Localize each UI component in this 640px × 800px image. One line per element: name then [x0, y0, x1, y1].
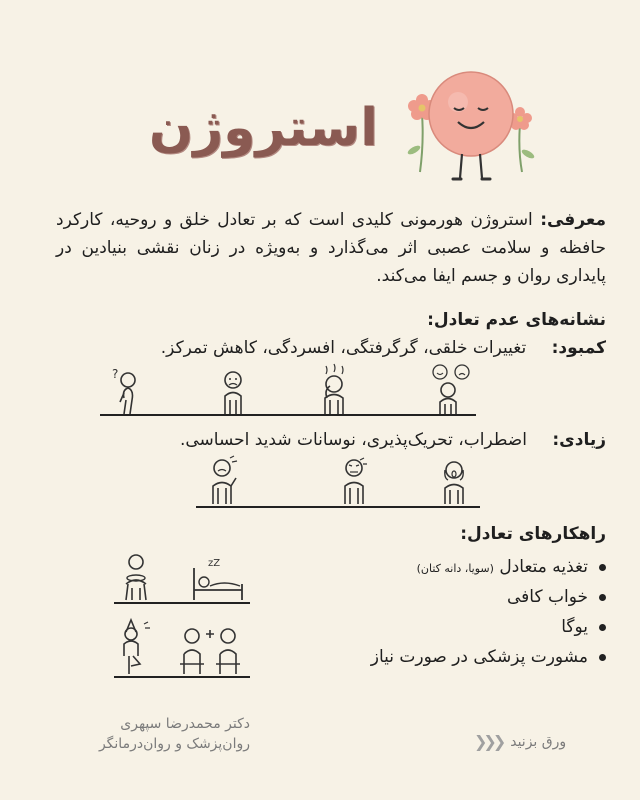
strategy-note: (سویا، دانه کتان)	[416, 562, 494, 575]
intro-text: استروژن هورمونی کلیدی است که بر تعادل خلق و روحیه، کارکرد حافظه و سلامت عصبی اثر می‌گذارد و به‌ویژه در زنان نقشی بنیادین در پایداری روان و جسم ایفا می‌کند.	[56, 210, 606, 286]
medical-consultation-icon	[176, 624, 246, 676]
author-signature	[60, 714, 250, 754]
distressed-person-icon	[438, 456, 470, 506]
excess-ground-line	[196, 506, 480, 508]
intro-label: معرفی:	[540, 210, 607, 230]
confused-person-icon	[110, 366, 142, 416]
svg-text:zZ: zZ	[208, 558, 221, 569]
list-item	[288, 612, 588, 642]
deficiency-row	[161, 338, 606, 358]
strategies-list	[288, 552, 606, 672]
excess-text: اضطراب، تحریک‌پذیری، نوسانات شدید احساسی.	[179, 430, 527, 450]
swipe-hint[interactable]	[474, 732, 566, 751]
anxious-person-icon	[204, 454, 240, 506]
yoga-ground-line	[114, 676, 250, 678]
sad-person-icon	[218, 370, 248, 416]
nutrition-ground-line	[114, 602, 250, 604]
sleeping-person-icon	[190, 554, 246, 602]
excess-label: زیادی:	[552, 430, 606, 450]
author-title: روان‌پزشک و روان‌درمانگر	[98, 736, 250, 752]
imbalance-heading: نشانه‌های عدم تعادل:	[427, 310, 606, 330]
strategies-heading: راهکارهای تعادل:	[460, 524, 606, 544]
excess-row	[180, 430, 606, 450]
list-item	[288, 582, 588, 612]
eating-person-icon	[118, 552, 154, 602]
strategy-text: یوگا	[561, 617, 588, 637]
strategy-text: مشورت پزشکی در صورت نیاز	[370, 647, 588, 667]
list-item	[288, 642, 588, 672]
svg-text:?: ?	[112, 367, 119, 381]
strategy-text: خواب کافی	[507, 587, 588, 607]
mood-swing-person-icon	[430, 362, 474, 416]
yoga-person-icon	[114, 616, 154, 676]
irritable-person-icon	[338, 456, 370, 506]
deficiency-text: تغییرات خلقی، گرگرفتگی، افسردگی، کاهش تمرکز.	[160, 338, 527, 358]
page-title: استروژن	[148, 98, 378, 158]
swipe-label: ورق بزنید	[510, 733, 567, 750]
intro-paragraph	[56, 206, 606, 290]
deficiency-label: کمبود:	[551, 338, 606, 358]
strategy-text: تغذیه متعادل	[499, 557, 588, 577]
chevrons-left-icon: ❮❮❮	[474, 732, 503, 751]
hot-flash-person-icon	[316, 362, 352, 416]
list-item	[288, 552, 588, 582]
author-name: دکتر محمدرضا سپهری	[120, 716, 250, 732]
deficiency-ground-line	[100, 414, 476, 416]
smiling-ball-mascot-icon	[398, 62, 544, 192]
